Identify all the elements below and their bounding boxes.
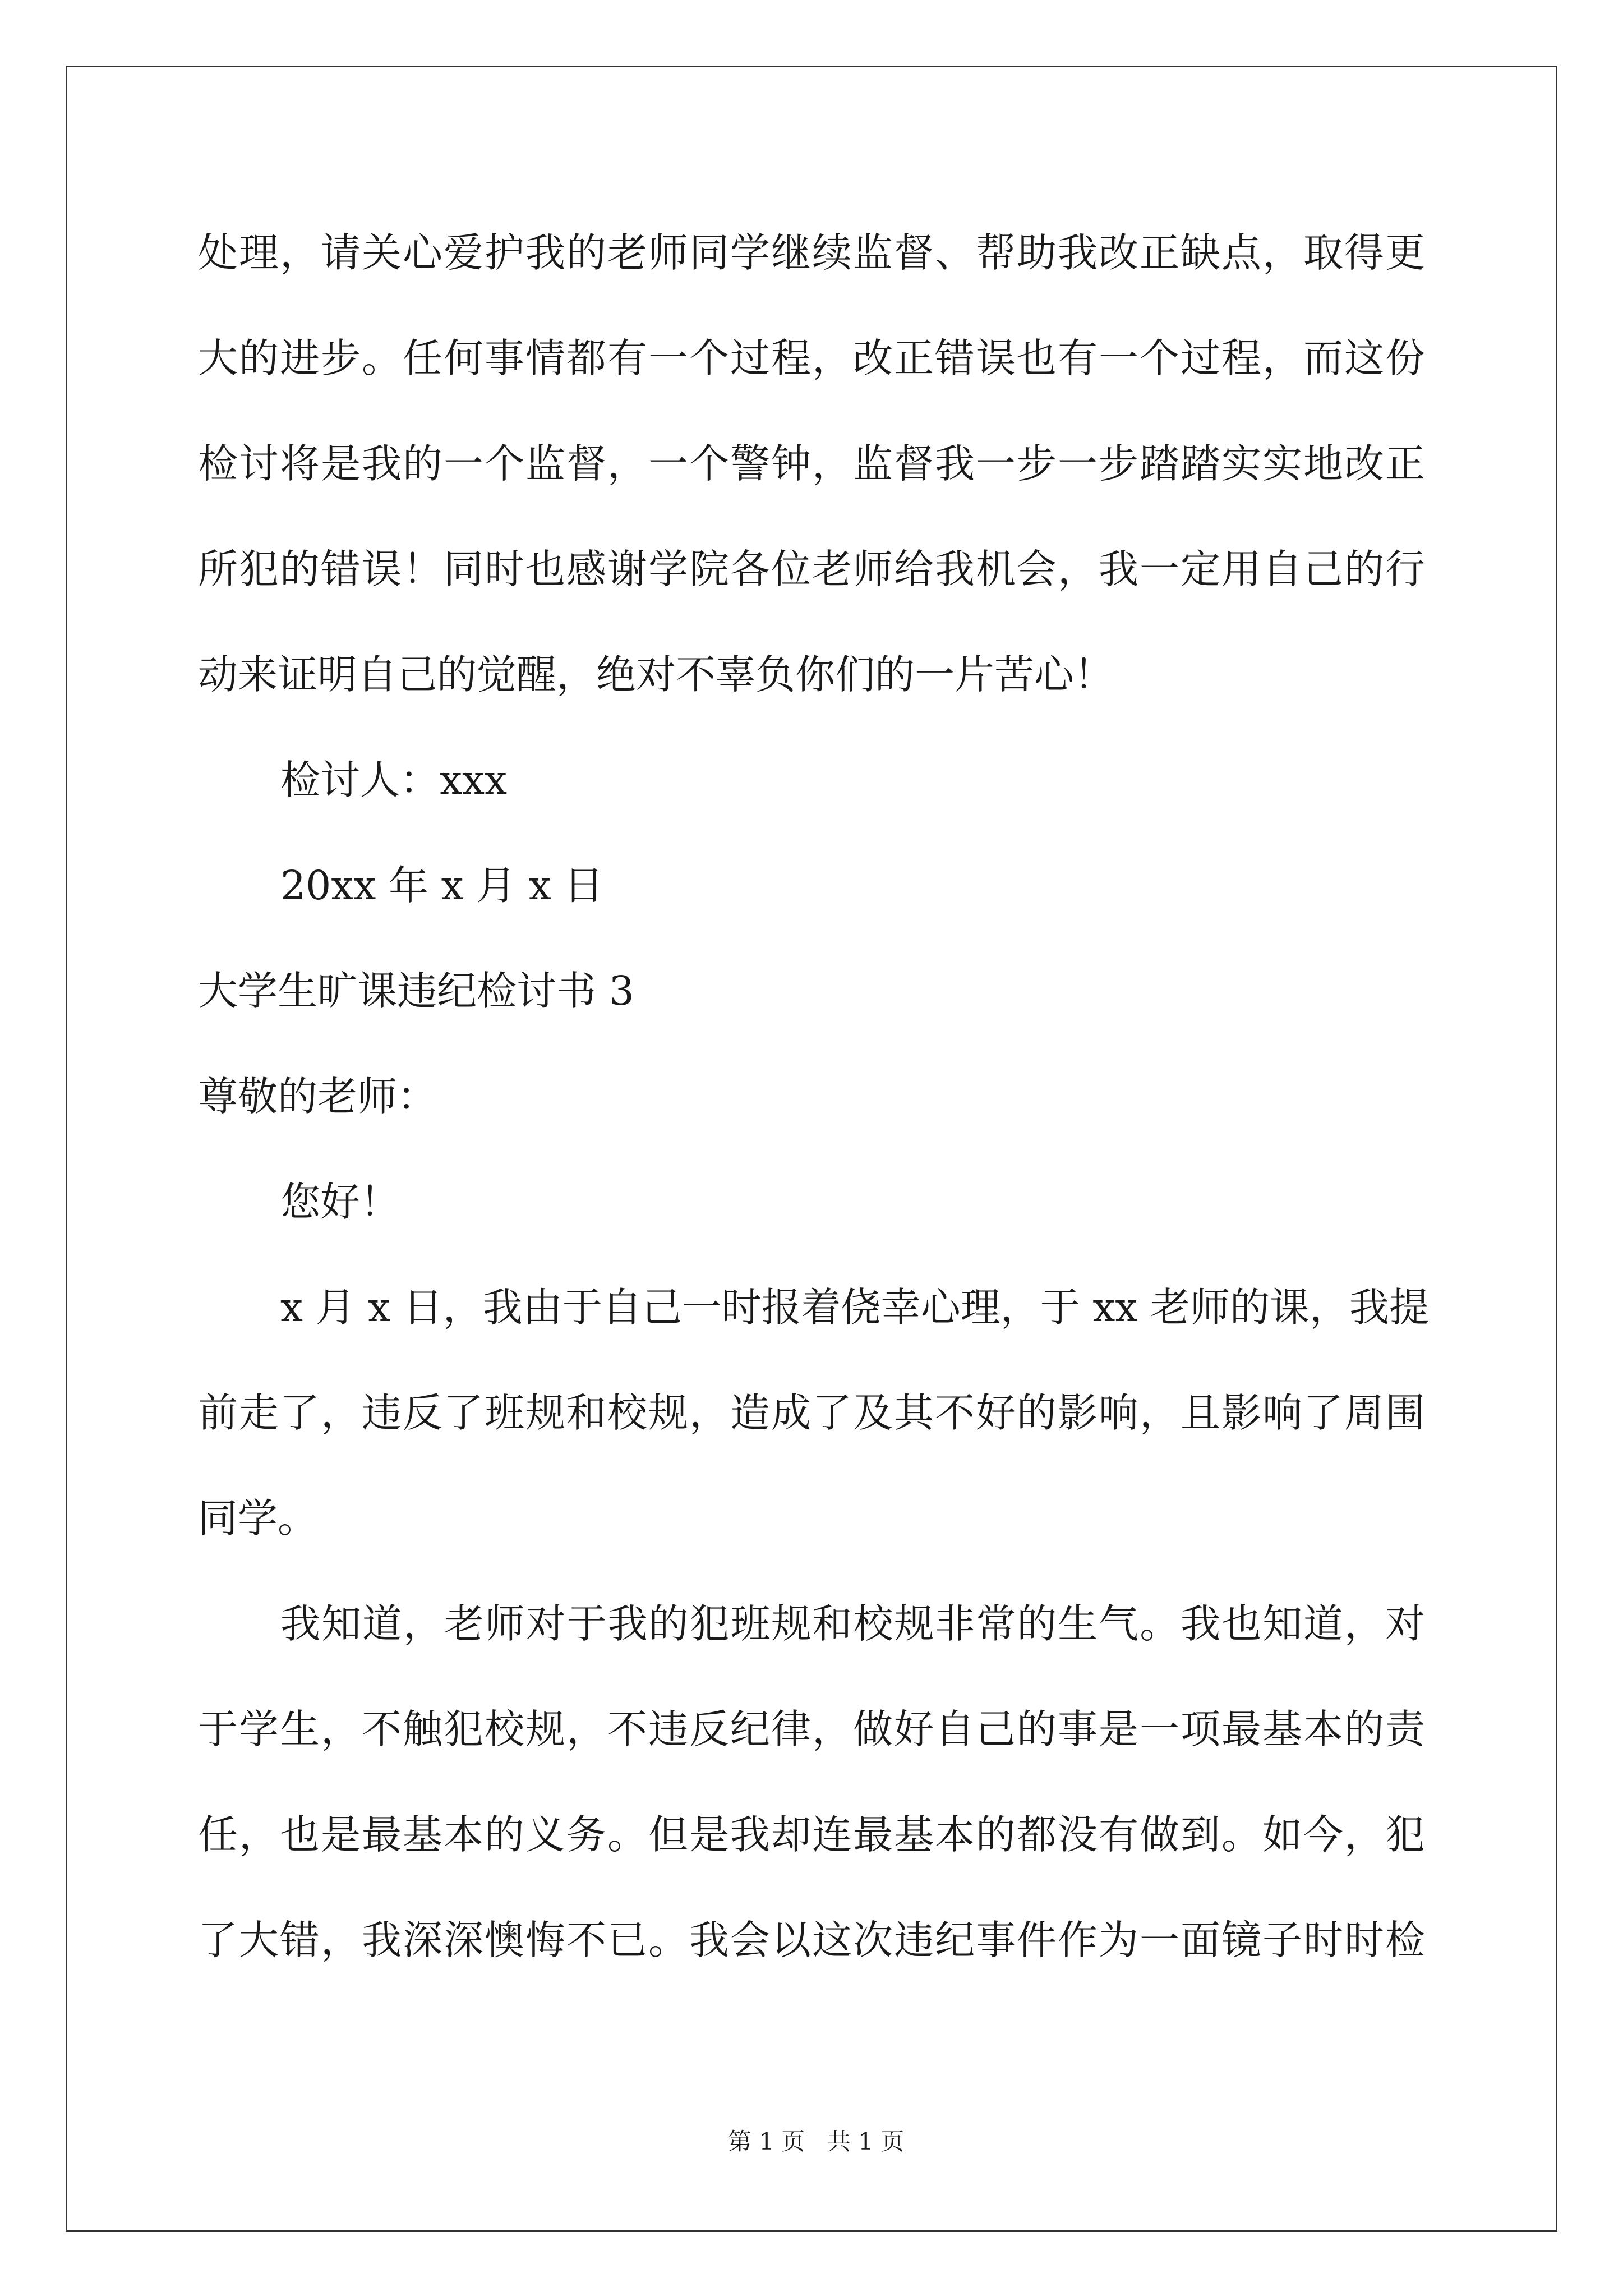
text-line <box>0 425 1623 503</box>
salutation-line <box>0 1057 1623 1136</box>
text-line <box>0 319 1623 398</box>
text-line <box>0 1268 1623 1347</box>
text-line <box>0 1796 1623 1874</box>
signature-text: 检讨人：xxx <box>280 757 508 803</box>
text-line <box>0 1690 1623 1769</box>
salutation-text: 尊敬的老师： <box>198 1073 437 1120</box>
line-text: 于学生，不触犯校规，不违反纪律，做好自己的事是一项最基本的责 <box>198 1706 1425 1752</box>
line-text: x 月 x 日，我由于自己一时报着侥幸心理，于 xx 老师的课，我提 <box>280 1284 1430 1331</box>
greeting-line <box>0 1163 1623 1241</box>
text-line <box>0 530 1623 609</box>
section-title-text: 大学生旷课违纪检讨书 3 <box>198 968 634 1014</box>
text-line <box>0 214 1623 292</box>
line-text: 任，也是最基本的义务。但是我却连最基本的都没有做到。如今，犯 <box>198 1811 1425 1858</box>
text-line <box>0 1901 1623 1980</box>
line-text: 检讨将是我的一个监督，一个警钟，监督我一步一步踏踏实实地改正 <box>198 440 1425 487</box>
page-number-total: 共 1 页 <box>827 2128 905 2155</box>
text-line <box>0 1374 1623 1452</box>
line-text: 动来证明自己的觉醒，绝对不辜负你们的一片苦心！ <box>198 651 1114 698</box>
line-text: 我知道，老师对于我的犯班规和校规非常的生气。我也知道，对 <box>280 1600 1425 1647</box>
line-text: 前走了，违反了班规和校规，造成了及其不好的影响，且影响了周围 <box>198 1389 1425 1436</box>
greeting-text: 您好！ <box>280 1179 400 1225</box>
line-text: 所犯的错误！同时也感谢学院各位老师给我机会，我一定用自己的行 <box>198 546 1425 592</box>
text-line <box>0 636 1623 714</box>
page-footer <box>0 2125 1623 2159</box>
line-text: 同学。 <box>198 1495 318 1542</box>
text-line <box>0 1585 1623 1663</box>
section-title <box>0 952 1623 1030</box>
signature-line <box>0 741 1623 820</box>
line-text: 了大错，我深深懊悔不已。我会以这次违纪事件作为一面镜子时时检 <box>198 1917 1425 1963</box>
date-text: 20xx 年 x 月 x 日 <box>280 862 604 909</box>
text-line <box>0 1479 1623 1558</box>
date-line <box>0 846 1623 925</box>
page-number-current: 第 1 页 <box>728 2128 805 2155</box>
line-text: 大的进步。任何事情都有一个过程，改正错误也有一个过程，而这份 <box>198 335 1425 381</box>
line-text: 处理，请关心爱护我的老师同学继续监督、帮助我改正缺点，取得更 <box>198 229 1425 276</box>
